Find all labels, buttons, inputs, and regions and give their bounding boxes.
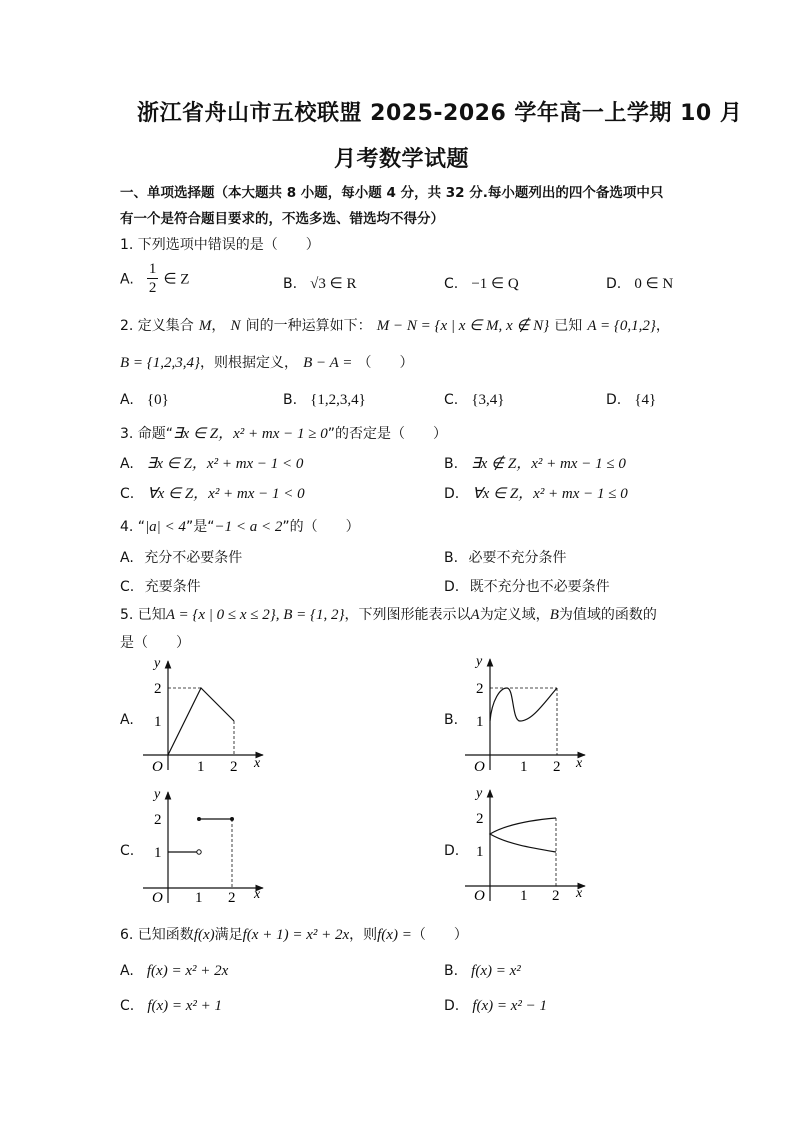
q4-option-b bbox=[444, 547, 567, 567]
q3-stem-a: 3. 命题“ bbox=[120, 426, 174, 442]
q2-definition: M − N = {x | x ∈ M, x ∉ N} bbox=[376, 318, 550, 334]
y-tick-2: 2 bbox=[154, 681, 162, 697]
q1-option-a-fraction bbox=[147, 262, 159, 296]
open-point bbox=[197, 850, 201, 854]
q2-set-b: B = {1,2,3,4} bbox=[120, 355, 201, 371]
q3-option-a-text: ∃x ∈ Z，x² + mx − 1 < 0 bbox=[146, 456, 304, 472]
q2-stem-c: 已知 bbox=[554, 318, 583, 334]
q3-option-c-label: C. bbox=[120, 486, 135, 502]
q2-set-m: M bbox=[198, 318, 212, 334]
q3-option-d-text: ∀x ∈ Z，x² + mx − 1 ≤ 0 bbox=[472, 486, 628, 502]
q6-stem-a: 6. 已知函数 bbox=[120, 927, 194, 943]
y-label: y bbox=[476, 655, 483, 669]
q2-ask: B − A = bbox=[303, 355, 353, 371]
q2-option-d-text: {4} bbox=[634, 392, 657, 408]
section-header-line-1: 一、单项选择题（本大题共 8 小题，每小题 4 分，共 32 分.每小题列出的四个备选项中只 bbox=[120, 185, 664, 201]
q6-option-c bbox=[120, 995, 222, 1015]
q1-option-b-label: B. bbox=[283, 276, 298, 292]
q6-option-a bbox=[120, 960, 228, 980]
q4-stem-c: ”的（ ） bbox=[282, 519, 360, 535]
origin: O bbox=[474, 888, 485, 904]
q4-stem-b: ”是“ bbox=[185, 519, 215, 535]
q4-option-a bbox=[120, 547, 242, 567]
q4-stem-a: 4. “ bbox=[120, 519, 146, 535]
q4-option-a-text: 充分不必要条件 bbox=[144, 550, 243, 566]
q5-option-a-label: A. bbox=[120, 712, 134, 728]
q2-stem-a: 2. 定义集合 bbox=[120, 318, 194, 334]
q2-stem-b: 间的一种运算如下： bbox=[245, 318, 372, 334]
q4-option-b-label: B. bbox=[444, 550, 459, 566]
q1-option-d-text: 0 ∈ N bbox=[634, 276, 674, 292]
q3-proposition: ∃x ∈ Z，x² + mx − 1 ≥ 0 bbox=[173, 426, 328, 442]
q1-fraction-denominator: 2 bbox=[148, 280, 157, 296]
q3-option-d bbox=[444, 482, 628, 503]
q2-separator: ， bbox=[211, 318, 226, 334]
function-curve bbox=[490, 688, 557, 721]
q6-option-b bbox=[444, 960, 521, 980]
x-tick-1: 1 bbox=[520, 759, 528, 775]
q5-stem-c: 为定义域， bbox=[479, 607, 550, 623]
q2-option-b-text: {1,2,3,4} bbox=[310, 392, 366, 408]
q4-option-a-label: A. bbox=[120, 550, 134, 566]
origin: O bbox=[474, 759, 485, 775]
q6-stem bbox=[120, 924, 468, 944]
q2-stem-line-2 bbox=[120, 352, 414, 372]
q3-stem bbox=[120, 422, 447, 443]
q5-graph-a bbox=[138, 655, 268, 775]
q2-option-b bbox=[283, 389, 366, 409]
q4-option-d bbox=[444, 576, 610, 596]
q3-option-b-text: ∃x ∉ Z，x² + mx − 1 ≤ 0 bbox=[471, 456, 626, 472]
q5-option-c-label: C. bbox=[120, 843, 135, 859]
q1-option-a bbox=[120, 262, 189, 296]
function-curve bbox=[168, 688, 234, 755]
origin: O bbox=[152, 759, 163, 775]
q4-option-c bbox=[120, 576, 201, 596]
y-tick-1: 1 bbox=[476, 844, 484, 860]
q3-stem-b: ”的否定是（ ） bbox=[327, 426, 447, 442]
x-label: x bbox=[254, 887, 261, 902]
y-tick-1: 1 bbox=[154, 714, 162, 730]
q5-stem-line-2: 是（ ） bbox=[120, 635, 190, 651]
q4-option-c-label: C. bbox=[120, 579, 135, 595]
q1-option-c-text: −1 ∈ Q bbox=[471, 276, 519, 292]
q5-set-b: B bbox=[549, 607, 559, 623]
q1-option-b bbox=[283, 273, 356, 293]
q4-option-d-label: D. bbox=[444, 579, 460, 595]
q6-option-c-text: f(x) = x² + 1 bbox=[147, 998, 223, 1014]
q1-fraction-numerator: 1 bbox=[148, 261, 157, 277]
q2-option-d bbox=[606, 389, 656, 409]
q6-ask: f(x) = bbox=[377, 927, 412, 943]
q4-condition-p: |a| < 4 bbox=[145, 519, 186, 535]
y-tick-2: 2 bbox=[476, 681, 484, 697]
x-tick-1: 1 bbox=[520, 888, 528, 904]
q3-option-b bbox=[444, 452, 626, 473]
q3-option-c bbox=[120, 482, 305, 503]
x-tick-1: 1 bbox=[197, 759, 205, 775]
x-label: x bbox=[576, 886, 583, 901]
q3-option-a-label: A. bbox=[120, 456, 134, 472]
q6-option-a-label: A. bbox=[120, 963, 134, 979]
q1-option-b-text: √3 ∈ R bbox=[310, 276, 357, 292]
q1-option-a-rest: ∈ Z bbox=[163, 271, 190, 288]
q3-option-c-text: ∀x ∈ Z，x² + mx − 1 < 0 bbox=[147, 486, 305, 502]
q1-option-d bbox=[606, 273, 673, 293]
q2-option-c-label: C. bbox=[444, 392, 459, 408]
x-label: x bbox=[254, 756, 261, 771]
closed-point-1 bbox=[197, 817, 201, 821]
y-tick-2: 2 bbox=[476, 811, 484, 827]
q1-option-c bbox=[444, 273, 519, 293]
q6-option-a-text: f(x) = x² + 2x bbox=[146, 963, 229, 979]
q2-option-b-label: B. bbox=[283, 392, 298, 408]
q2-set-n: N bbox=[230, 318, 241, 334]
title-line-1: 浙江省舟山市五校联盟 2025-2026 学年高一上学期 10 月 bbox=[137, 101, 743, 126]
q6-option-d-label: D. bbox=[444, 998, 460, 1014]
q5-stem-line-1 bbox=[120, 604, 657, 624]
y-label: y bbox=[154, 656, 161, 671]
q3-option-d-label: D. bbox=[444, 486, 460, 502]
q2-option-c bbox=[444, 389, 504, 409]
q5-graph-d bbox=[462, 786, 592, 906]
q6-option-c-label: C. bbox=[120, 998, 135, 1014]
q6-paren: （ ） bbox=[411, 927, 468, 943]
x-tick-2: 2 bbox=[230, 759, 238, 775]
q5-graph-c bbox=[138, 786, 268, 906]
q5-stem-b: ，下列图形能表示以 bbox=[344, 607, 471, 623]
q6-function: f(x) bbox=[193, 927, 215, 943]
section-header-line-2: 有一个是符合题目要求的，不选多选、错选均不得分） bbox=[120, 211, 444, 227]
q2-set-a: A = {0,1,2} bbox=[587, 318, 656, 334]
q6-option-b-label: B. bbox=[444, 963, 459, 979]
q3-option-a bbox=[120, 452, 303, 473]
x-tick-2: 2 bbox=[228, 890, 236, 906]
q6-option-d bbox=[444, 995, 547, 1015]
q2-option-a-label: A. bbox=[120, 392, 134, 408]
y-tick-2: 2 bbox=[154, 812, 162, 828]
q1-option-c-label: C. bbox=[444, 276, 459, 292]
q2-option-c-text: {3,4} bbox=[471, 392, 505, 408]
x-tick-2: 2 bbox=[552, 888, 560, 904]
q6-option-d-text: f(x) = x² − 1 bbox=[472, 998, 548, 1014]
y-tick-1: 1 bbox=[476, 714, 484, 730]
q5-stem-a: 5. 已知 bbox=[120, 607, 166, 623]
q6-stem-b: 满足 bbox=[214, 927, 243, 943]
q4-option-d-text: 既不充分也不必要条件 bbox=[469, 579, 610, 595]
q2-stem-line-1 bbox=[120, 315, 670, 335]
y-tick-1: 1 bbox=[154, 845, 162, 861]
y-label: y bbox=[476, 786, 483, 801]
origin: O bbox=[152, 890, 163, 906]
q3-option-b-label: B. bbox=[444, 456, 459, 472]
q6-stem-c: ，则 bbox=[349, 927, 378, 943]
q4-stem bbox=[120, 516, 360, 536]
q4-option-c-text: 充要条件 bbox=[144, 579, 201, 595]
function-curve bbox=[490, 818, 556, 852]
title-line-2: 月考数学试题 bbox=[334, 147, 470, 172]
q4-option-b-text: 必要不充分条件 bbox=[468, 550, 567, 566]
x-tick-1: 1 bbox=[195, 890, 203, 906]
q2-paren: （ ） bbox=[357, 355, 414, 371]
q2-comma: ， bbox=[655, 318, 670, 334]
x-tick-2: 2 bbox=[553, 759, 561, 775]
q4-condition-q: −1 < a < 2 bbox=[214, 519, 283, 535]
q2-option-a bbox=[120, 389, 169, 409]
y-label: y bbox=[154, 787, 161, 802]
q5-sets: A = {x | 0 ≤ x ≤ 2}, B = {1, 2} bbox=[165, 607, 345, 623]
q6-option-b-text: f(x) = x² bbox=[471, 963, 521, 979]
q2-option-d-label: D. bbox=[606, 392, 622, 408]
q2-option-a-text: {0} bbox=[146, 392, 169, 408]
q2-stem-d: ，则根据定义， bbox=[200, 355, 299, 371]
q5-set-a: A bbox=[470, 607, 480, 623]
q5-stem-d: 为值域的函数的 bbox=[558, 607, 657, 623]
q5-option-b-label: B. bbox=[444, 712, 459, 728]
q1-option-a-label: A. bbox=[120, 271, 134, 288]
q5-graph-b bbox=[462, 655, 592, 775]
q6-condition: f(x + 1) = x² + 2x bbox=[242, 927, 350, 943]
x-label: x bbox=[576, 756, 583, 771]
q5-option-d-label: D. bbox=[444, 843, 460, 859]
q1-stem: 1. 下列选项中错误的是（ ） bbox=[120, 237, 320, 253]
q1-option-d-label: D. bbox=[606, 276, 622, 292]
